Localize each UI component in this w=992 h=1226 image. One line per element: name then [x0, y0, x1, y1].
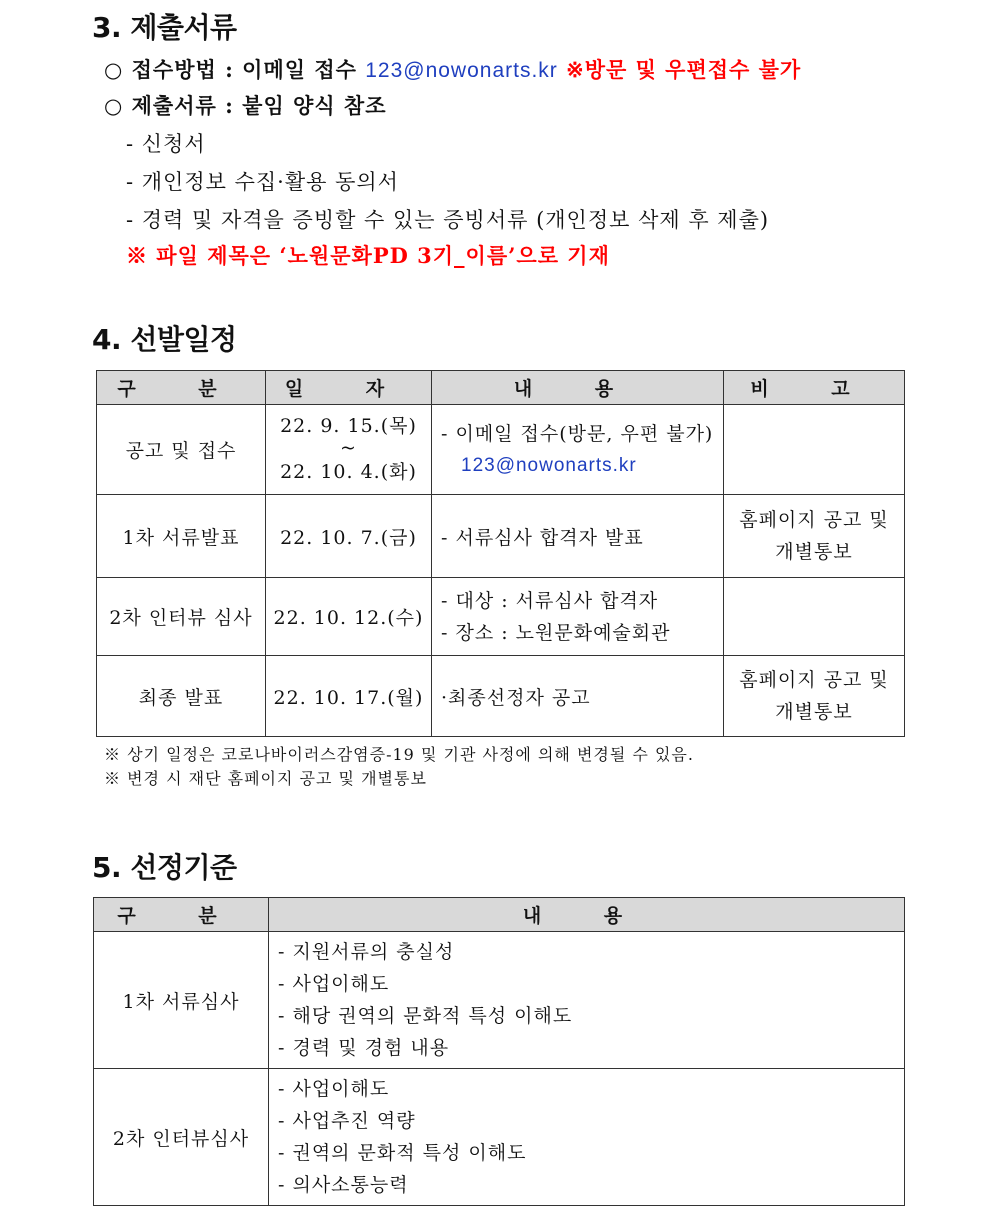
row-date: 22. 10. 7.(금)	[266, 495, 432, 578]
schedule-email-link[interactable]: 123@nowonarts.kr	[461, 454, 637, 476]
schedule-note: ※ 상기 일정은 코로나바이러스감염증-19 및 기관 사정에 의해 변경될 수 있음.	[104, 745, 694, 764]
criteria-item: - 사업추진 역량	[278, 1110, 416, 1132]
row-date: 22. 10. 17.(월)	[266, 656, 432, 737]
filename-note: ※ 파일 제목은 ‘노원문화PD 3기_이름’으로 기재	[126, 243, 610, 268]
row-content	[269, 1069, 905, 1206]
row-content: - 대상 : 서류심사 합격자 - 장소 : 노원문화예술회관	[432, 578, 724, 656]
table-row	[97, 405, 905, 495]
row-date: 22. 10. 12.(수)	[266, 578, 432, 656]
criteria-item: - 권역의 문화적 특성 이해도	[278, 1142, 527, 1164]
row-date: 22. 9. 15.(목) ~ 22. 10. 4.(화)	[266, 405, 432, 495]
section5-title: 5. 선정기준	[92, 851, 237, 884]
header-content: 내 용	[432, 371, 724, 405]
criteria-item: - 경력 및 경험 내용	[278, 1037, 450, 1059]
row-category: 2차 인터뷰심사	[94, 1069, 269, 1206]
header-category: 구 분	[94, 898, 269, 932]
criteria-item: - 지원서류의 충실성	[278, 941, 455, 963]
table-row	[97, 578, 905, 656]
criteria-item: - 사업이해도	[278, 973, 390, 995]
criteria-item: - 의사소통능력	[278, 1174, 409, 1196]
row-note	[724, 578, 905, 656]
criteria-item: - 해당 권역의 문화적 특성 이해도	[278, 1005, 573, 1027]
header-note: 비 고	[724, 371, 905, 405]
documents-label: ○ 제출서류 : 붙임 양식 참조	[104, 93, 387, 118]
row-note: 홈페이지 공고 및 개별통보	[724, 495, 905, 578]
section4-title: 4. 선발일정	[92, 323, 237, 356]
section3-title: 3. 제출서류	[92, 11, 237, 44]
row-content: - 서류심사 합격자 발표	[432, 495, 724, 578]
criteria-table	[93, 897, 905, 1206]
table-row	[97, 656, 905, 737]
row-content: - 이메일 접수(방문, 우편 불가) 123@nowonarts.kr	[432, 405, 724, 495]
row-content: ·최종선정자 공고	[432, 656, 724, 737]
submission-method	[104, 54, 801, 84]
doc-item: - 경력 및 자격을 증빙할 수 있는 증빙서류 (개인정보 삭제 후 제출)	[126, 208, 770, 232]
row-note	[724, 405, 905, 495]
doc-item: - 개인정보 수집·활용 동의서	[126, 170, 399, 194]
criteria-item: - 사업이해도	[278, 1078, 390, 1100]
row-category: 최종 발표	[97, 656, 266, 737]
schedule-note: ※ 변경 시 재단 홈페이지 공고 및 개별통보	[104, 769, 427, 788]
row-category: 2차 인터뷰 심사	[97, 578, 266, 656]
row-note: 홈페이지 공고 및 개별통보	[724, 656, 905, 737]
method-warning: ※방문 및 우편접수 불가	[557, 57, 802, 82]
row-category: 공고 및 접수	[97, 405, 266, 495]
header-date: 일 자	[266, 371, 432, 405]
doc-item: - 신청서	[126, 132, 206, 156]
table-row	[94, 1069, 905, 1206]
header-category: 구 분	[97, 371, 266, 405]
row-category: 1차 서류심사	[94, 932, 269, 1069]
row-content	[269, 932, 905, 1069]
table-row	[97, 495, 905, 578]
table-header-row	[97, 371, 905, 405]
row-category: 1차 서류발표	[97, 495, 266, 578]
method-label: ○ 접수방법 : 이메일 접수	[104, 57, 366, 82]
submission-email-link[interactable]: 123@nowonarts.kr	[365, 59, 558, 82]
table-header-row	[94, 898, 905, 932]
table-row	[94, 932, 905, 1069]
header-content: 내 용	[269, 898, 905, 932]
schedule-table	[96, 370, 905, 737]
